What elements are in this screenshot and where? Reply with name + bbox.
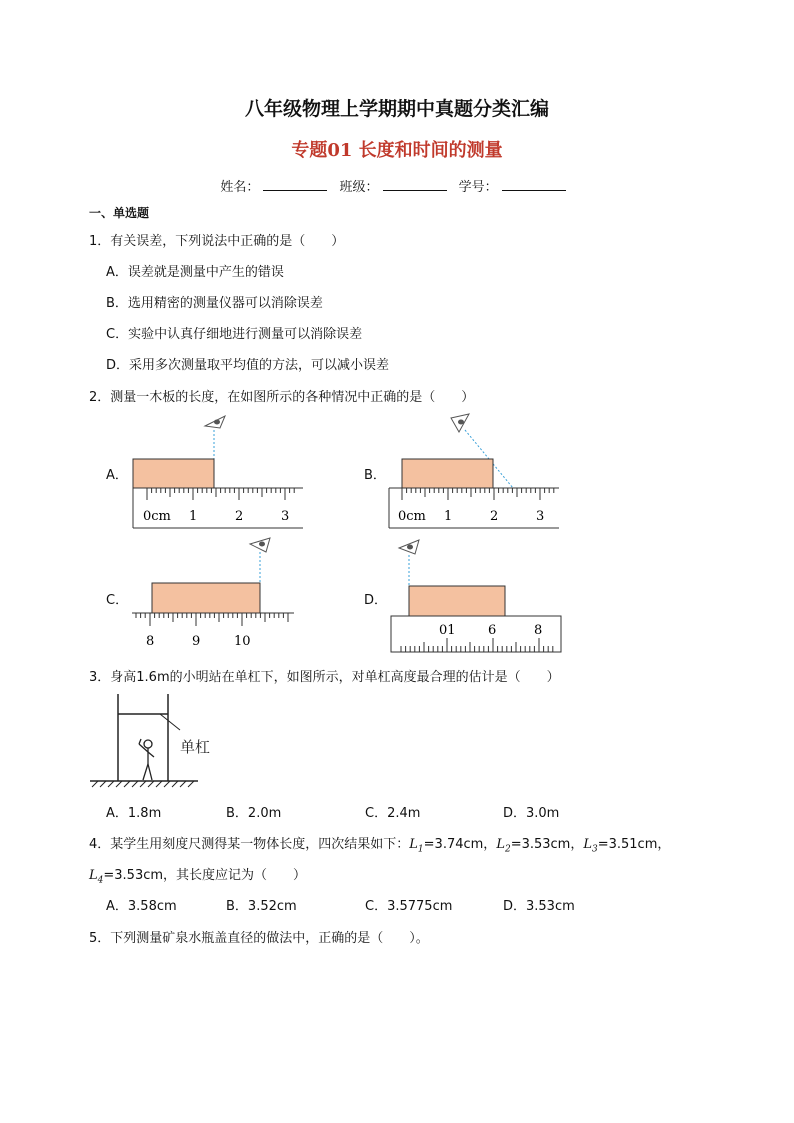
horizontal-bar-figure — [88, 690, 228, 790]
ruler-b-tick-2: 2 — [490, 509, 499, 524]
ruler-c-tick-2: 10 — [234, 634, 251, 649]
l1-subscript: 1 — [417, 844, 424, 855]
question-4-option-b: B．3.52cm — [226, 899, 297, 914]
question-2-stem: 2．测量一木板的长度，在如图所示的各种情况中正确的是（ ） — [89, 390, 475, 405]
student-info-line — [0, 176, 794, 195]
ruler-figure-b — [385, 408, 570, 533]
l3-subscript: 3 — [591, 844, 598, 855]
ruler-a-tick-3: 3 — [281, 509, 290, 524]
section-heading: 一、单选题 — [89, 206, 150, 220]
l4-subscript: 4 — [97, 875, 104, 886]
label-leader — [160, 714, 180, 730]
figure-b-label: B． — [364, 468, 386, 483]
figure-c-label: C． — [106, 593, 129, 608]
question-1-stem: 1．有关误差，下列说法中正确的是（ ） — [89, 234, 345, 249]
l1-variable: L — [409, 837, 418, 852]
wooden-board — [133, 459, 214, 488]
l4-variable: L — [89, 868, 98, 883]
ruler-a-tick-1: 1 — [189, 509, 198, 524]
question-3-stem: 3．身高1.6m的小明站在单杠下，如图所示，对单杠高度最合理的估计是（ ） — [89, 670, 560, 685]
eye-icon — [205, 416, 225, 428]
figure-d-label: D． — [364, 593, 388, 608]
ruler-b-tick-0: 0cm — [398, 509, 426, 524]
ruler-figure-d — [385, 530, 570, 655]
question-4-intro: 4．某学生用刻度尺测得某一物体长度，四次结果如下： — [89, 837, 410, 852]
class-blank — [383, 178, 447, 191]
class-label: 班级： — [339, 180, 379, 195]
question-4-option-a: A．3.58cm — [106, 899, 177, 914]
l2-subscript: 2 — [504, 844, 511, 855]
l3-value: =3.51cm， — [597, 837, 671, 852]
ruler-c-tick-1: 9 — [192, 634, 201, 649]
ground-hatch — [92, 781, 194, 787]
question-3-option-b: B．2.0m — [226, 806, 282, 821]
l4-value: =3.53cm，其长度应记为（ ） — [103, 868, 307, 883]
ruler — [389, 488, 559, 528]
ruler-figure-c — [128, 530, 303, 655]
question-1-option-c: C．实验中认真仔细地进行测量可以消除误差 — [106, 327, 363, 342]
ruler-d-tick-1: 6 — [488, 623, 497, 638]
ruler — [391, 616, 561, 652]
question-4-option-c: C．3.5775cm — [365, 899, 453, 914]
person-figure — [139, 739, 154, 780]
eye-icon — [250, 538, 270, 552]
question-1-option-a: A．误差就是测量中产生的错误 — [106, 265, 284, 280]
ruler-b-tick-1: 1 — [444, 509, 453, 524]
page-subtitle: 专题01 长度和时间的测量 — [291, 140, 503, 161]
ruler-c-tick-0: 8 — [146, 634, 155, 649]
l2-value: =3.53cm， — [510, 837, 584, 852]
ruler — [132, 613, 294, 649]
eye-icon — [451, 414, 469, 432]
question-4-stem-line-1 — [89, 833, 670, 855]
page-title: 八年级物理上学期期中真题分类汇编 — [244, 98, 549, 120]
id-blank — [502, 178, 566, 191]
ruler — [133, 488, 303, 528]
question-1-option-d: D．采用多次测量取平均值的方法，可以减小误差 — [106, 358, 390, 373]
l3-variable: L — [583, 837, 592, 852]
ruler-figure-a — [125, 408, 310, 533]
ruler-a-tick-0: 0cm — [143, 509, 171, 524]
id-label: 学号： — [458, 180, 498, 195]
wooden-board — [409, 586, 505, 616]
name-label: 姓名： — [220, 180, 260, 195]
l1-value: =3.74cm， — [423, 837, 497, 852]
question-3-option-c: C．2.4m — [365, 806, 421, 821]
question-4-stem-line-2 — [89, 864, 306, 886]
name-blank — [263, 178, 327, 191]
wooden-board — [152, 583, 260, 613]
question-3-option-d: D．3.0m — [503, 806, 560, 821]
ruler-d-tick-2: 8 — [534, 623, 543, 638]
question-4-option-d: D．3.53cm — [503, 899, 575, 914]
wooden-board — [402, 459, 493, 488]
l2-variable: L — [496, 837, 505, 852]
question-3-option-a: A．1.8m — [106, 806, 162, 821]
question-1-option-b: B．选用精密的测量仪器可以消除误差 — [106, 296, 323, 311]
ruler-d-tick-0: 01 — [439, 623, 456, 638]
bar-label: 单杠 — [180, 738, 211, 756]
figure-a-label: A． — [106, 468, 128, 483]
question-5-stem: 5．下列测量矿泉水瓶盖直径的做法中，正确的是（ ）。 — [89, 931, 429, 946]
ruler-b-tick-3: 3 — [536, 509, 545, 524]
eye-icon — [399, 540, 419, 554]
ruler-a-tick-2: 2 — [235, 509, 244, 524]
